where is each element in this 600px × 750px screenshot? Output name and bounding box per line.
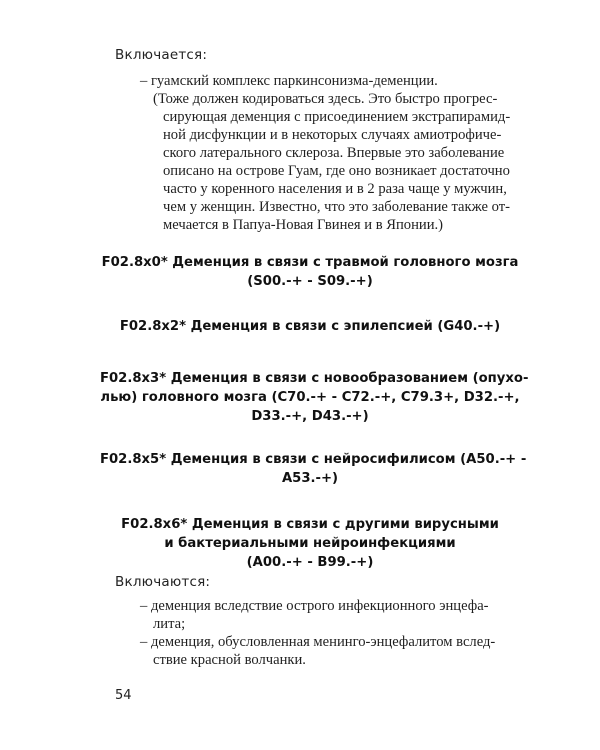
note-line: мечается в Папуа-Новая Гвинея и в Японии.) [163, 217, 444, 233]
note-line: чем у женщин. Известно, что это заболевание также от- [163, 199, 510, 215]
note-line: ского латерального склероза. Впервые это заболевание [163, 145, 505, 161]
heading-line: F02.8x3* Деменция в связи с новообразованием (опухо- [100, 371, 529, 386]
includes-label-2: Включаются: [115, 574, 211, 590]
note-line: ной дисфункции и в некоторых случаях амиотрофиче- [163, 127, 502, 143]
note-line: сирующая деменция с присоединением экстрапирамид- [163, 109, 511, 125]
heading-line: (A00.-+ - B99.-+) [246, 555, 374, 570]
note-line: (Тоже должен кодироваться здесь. Это быстро прогрес- [153, 91, 498, 107]
heading-f02-8x0 [100, 253, 520, 291]
heading-f02-8x3 [100, 369, 529, 426]
include-item-cont: ствие красной волчанки. [153, 652, 306, 668]
heading-line: F02.8x6* Деменция в связи с другими вирусными [121, 517, 499, 532]
heading-line: A53.-+) [281, 471, 339, 486]
include-item: – гуамский комплекс паркинсонизма-деменции. [140, 73, 438, 89]
includes-label: Включается: [115, 47, 208, 63]
heading-line: и бактериальными нейроинфекциями [164, 536, 456, 551]
include-item: – деменция вследствие острого инфекционного энцефа- [140, 598, 489, 614]
heading-line: F02.8x5* Деменция в связи с нейросифилисом (A50.-+ - [100, 452, 527, 467]
heading-line: (S00.-+ - S09.-+) [247, 274, 373, 289]
include-item: – деменция, обусловленная менинго-энцефалитом вслед- [140, 634, 496, 650]
heading-line: F02.8x2* Деменция в связи с эпилепсией (G40.-+) [119, 319, 501, 334]
heading-line: D33.-+, D43.-+) [251, 409, 369, 424]
heading-f02-8x5 [100, 450, 527, 488]
page-number: 54 [115, 688, 132, 703]
heading-f02-8x6 [100, 515, 520, 572]
heading-line: F02.8x0* Деменция в связи с травмой головного мозга [101, 255, 519, 270]
note-line: часто у коренного населения и в 2 раза чаще у мужчин, [163, 181, 507, 197]
note-line: описано на острове Гуам, где оно возникает достаточно [163, 163, 510, 179]
include-item-cont: лита; [153, 616, 186, 632]
heading-f02-8x2 [100, 317, 520, 336]
heading-line: лью) головного мозга (C70.-+ - C72.-+, C79.3+, D32.-+, [100, 390, 520, 405]
